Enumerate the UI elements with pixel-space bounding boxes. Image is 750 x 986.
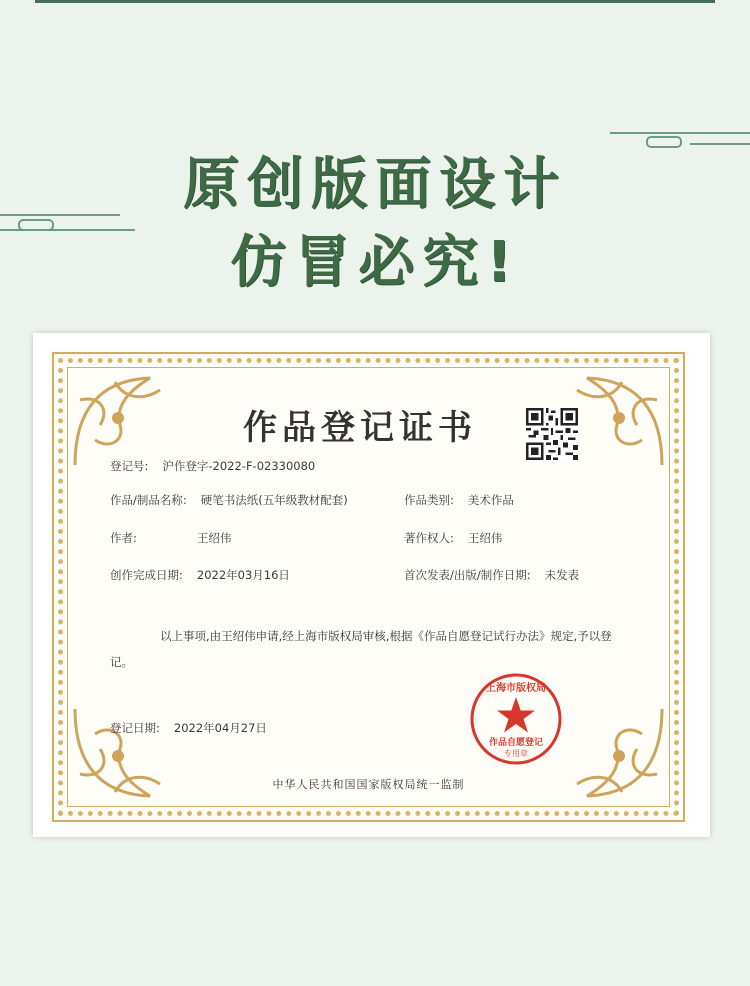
deco-line-right	[610, 132, 750, 134]
certificate	[48, 348, 689, 826]
seal-top-text: 上海市版权局	[486, 683, 546, 694]
registration-date	[110, 720, 267, 736]
owner-label: 著作权人:	[404, 531, 454, 545]
author	[110, 530, 231, 546]
work-name-label: 作品/制品名称:	[110, 493, 187, 507]
work-type-value: 美术作品	[467, 493, 514, 507]
completion-date-value: 2022年03月16日	[196, 568, 290, 582]
author-label: 作者:	[110, 531, 137, 545]
certificate-body: 以上事项,由王绍伟申请,经上海市版权局审核,根据《作品自愿登记试行办法》规定,予以登记。	[110, 629, 612, 669]
publish-date-value: 未发表	[544, 568, 580, 582]
completion-date-label: 创作完成日期:	[110, 568, 183, 582]
owner-value: 王绍伟	[467, 531, 503, 545]
work-name-value: 硬笔书法纸(五年级教材配套)	[200, 493, 348, 507]
author-value: 王绍伟	[196, 531, 232, 545]
headline-line2: 仿冒必究!	[230, 230, 520, 295]
copyright-owner	[404, 530, 502, 546]
registration-date-value: 2022年04月27日	[173, 721, 267, 735]
registration-number-label: 登记号:	[110, 459, 149, 473]
official-seal-icon	[468, 671, 564, 767]
work-type-label: 作品类别:	[404, 493, 454, 507]
publish-date	[404, 567, 579, 583]
seal-line2: 专用章	[504, 749, 528, 758]
registration-number-value: 沪作登字-2022-F-02330080	[162, 459, 316, 473]
qr-code-icon	[526, 408, 578, 460]
corner-ornament-top-left	[70, 370, 180, 470]
certificate-title: 作品登记证书	[243, 408, 477, 448]
registration-number	[110, 458, 315, 474]
publish-date-label: 首次发表/出版/制作日期:	[404, 568, 531, 582]
registration-date-label: 登记日期:	[110, 721, 160, 735]
headline-line1: 原创版面设计	[183, 152, 567, 217]
work-name	[110, 492, 348, 508]
work-type	[404, 492, 514, 508]
top-rule	[35, 0, 715, 3]
completion-date	[110, 567, 290, 583]
issuer-line: 中华人民共和国国家版权局统一监制	[272, 778, 465, 791]
seal-line1: 作品自愿登记	[488, 738, 544, 748]
